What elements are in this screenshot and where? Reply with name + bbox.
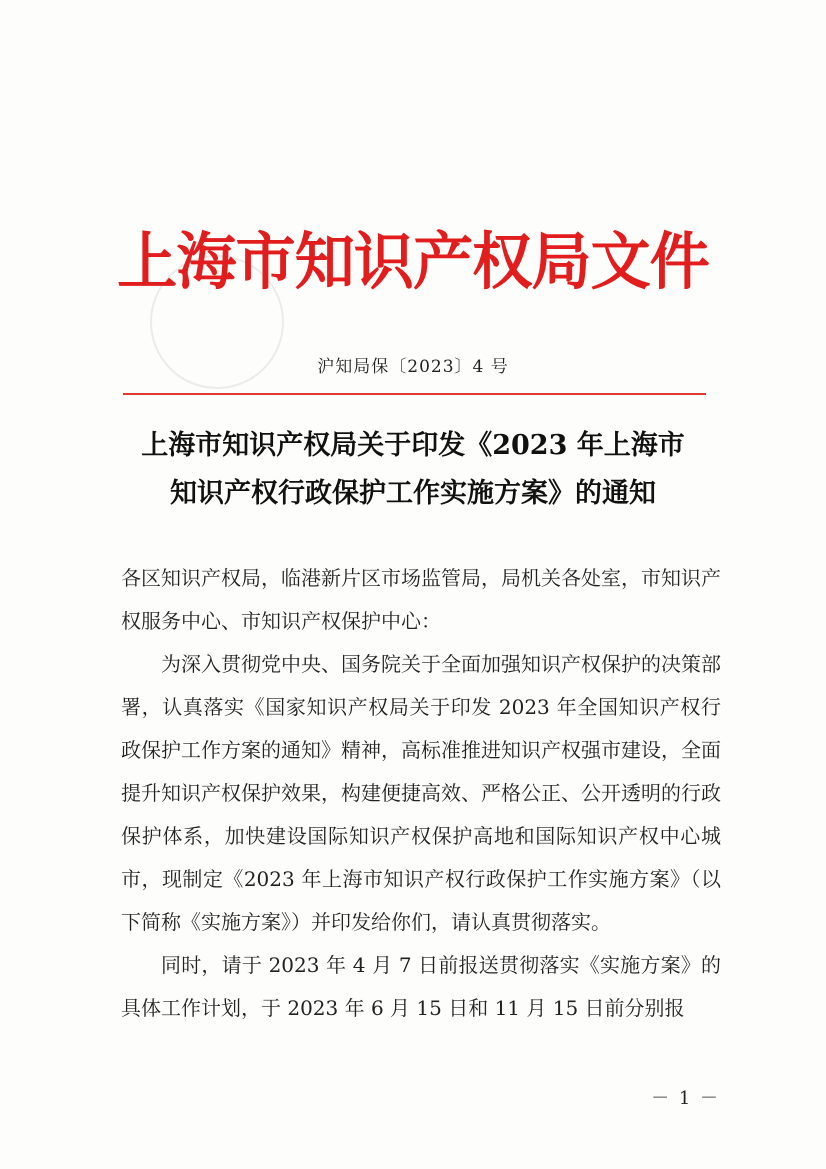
notice-title-line-2: 知识产权行政保护工作实施方案》的通知 — [170, 478, 656, 509]
recipients-paragraph: 各区知识产权局，临港新片区市场监管局，局机关各处室，市知识产权服务中心、市知识产权保护中心： — [121, 566, 721, 633]
body-paragraph-1: 为深入贯彻党中央、国务院关于全面加强知识产权保护的决策部署，认真落实《国家知识产权局关于印发 2023 年全国知识产权行政保护工作方案的通知》精神，高标准推进知识产权强市建设，全面提升知识产权保护效果，构建便捷高效、严格公正、公开透明的行政保护体系，加快建设国际知识产权保护高地和国际知识产权中心城市，现制定《2023 年上海市知识产权行政保护工作实施方案》（以下简称《实施方案》）并印发给你们，请认真贯彻落实。 — [121, 652, 721, 934]
notice-title-line-1: 上海市知识产权局关于印发《2023 年上海市 — [141, 430, 685, 461]
masthead-title: 上海市知识产权局文件 — [117, 225, 709, 298]
notice-title — [90, 422, 736, 518]
page-number: － 1 － — [651, 1088, 720, 1109]
notice-body — [121, 557, 721, 1030]
red-divider-line — [123, 393, 706, 395]
body-paragraph-2: 同时，请于 2023 年 4 月 7 日前报送贯彻落实《实施方案》的具体工作计划，于 2023 年 6 月 15 日和 11 月 15 日前分别报 — [121, 953, 721, 1020]
document-number: 沪知局保〔2023〕4 号 — [317, 357, 509, 377]
